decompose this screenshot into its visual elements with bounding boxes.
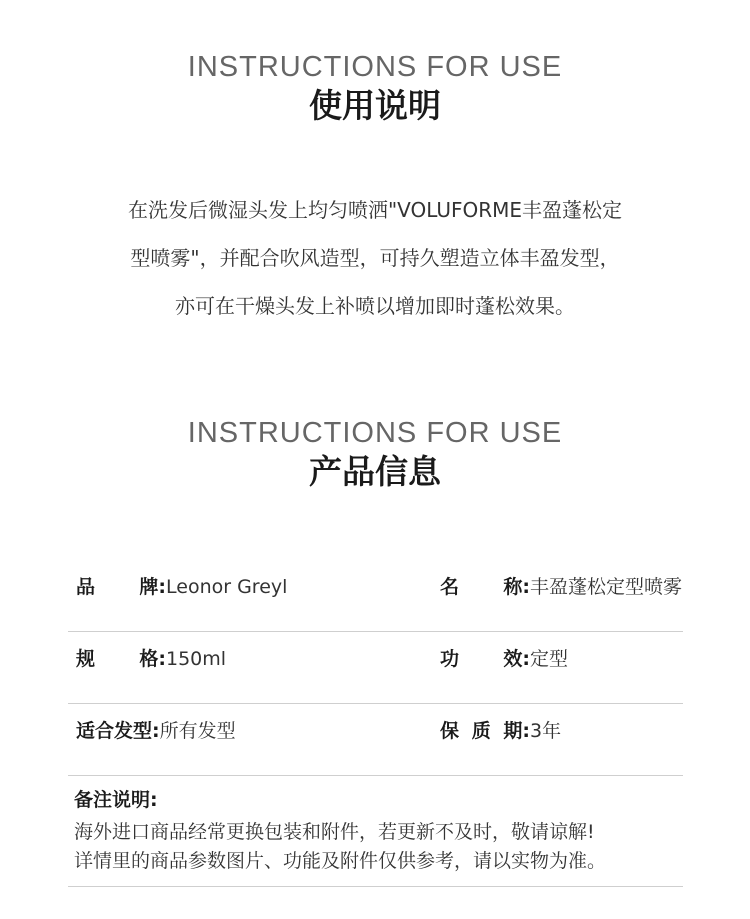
- brand-cell: [76, 560, 287, 615]
- product-name-value: 丰盈蓬松定型喷雾: [530, 576, 683, 598]
- effect-label: 功 效:: [440, 648, 530, 670]
- brand-value: Leonor Greyl: [166, 576, 288, 598]
- table-row: [68, 632, 683, 704]
- product-info-table: [68, 560, 750, 776]
- shelf-life-cell: [440, 704, 561, 759]
- shelf-life-label: 保 质 期:: [440, 720, 530, 742]
- table-row: [68, 704, 683, 776]
- remarks-block: [68, 780, 683, 887]
- product-name-label: 名 称:: [440, 576, 530, 598]
- remarks-line: 详情里的商品参数图片、功能及附件仅供参考，请以实物为准。: [74, 850, 607, 872]
- usage-header: [0, 50, 750, 128]
- effect-cell: [440, 632, 568, 687]
- hair-type-label: 适合发型:: [76, 720, 160, 742]
- product-info-eyebrow: INSTRUCTIONS FOR USE: [187, 417, 563, 449]
- hair-type-cell: [76, 704, 236, 759]
- table-row: [68, 560, 683, 632]
- usage-title: 使用说明: [309, 86, 441, 125]
- remarks-title: 备注说明:: [74, 789, 158, 811]
- spec-cell: [76, 632, 226, 687]
- product-info-title: 产品信息: [309, 452, 441, 491]
- usage-instructions: [60, 186, 690, 330]
- product-info-header: [0, 416, 750, 494]
- brand-label: 品 牌:: [76, 576, 166, 598]
- hair-type-value: 所有发型: [159, 720, 236, 742]
- spec-value: 150ml: [166, 648, 227, 670]
- usage-line: 亦可在干燥头发上补喷以增加即时蓬松效果。: [175, 294, 575, 318]
- usage-eyebrow: INSTRUCTIONS FOR USE: [187, 51, 563, 83]
- effect-value: 定型: [530, 648, 569, 670]
- usage-line: 在洗发后微湿头发上均匀喷洒"VOLUFORME丰盈蓬松定: [127, 198, 623, 222]
- spec-label: 规 格:: [76, 648, 166, 670]
- remarks-line: 海外进口商品经常更换包装和附件，若更新不及时，敬请谅解!: [74, 821, 595, 843]
- usage-line: 型喷雾"，并配合吹风造型，可持久塑造立体丰盈发型，: [130, 246, 620, 270]
- shelf-life-value: 3年: [530, 720, 562, 742]
- product-name-cell: [440, 560, 682, 615]
